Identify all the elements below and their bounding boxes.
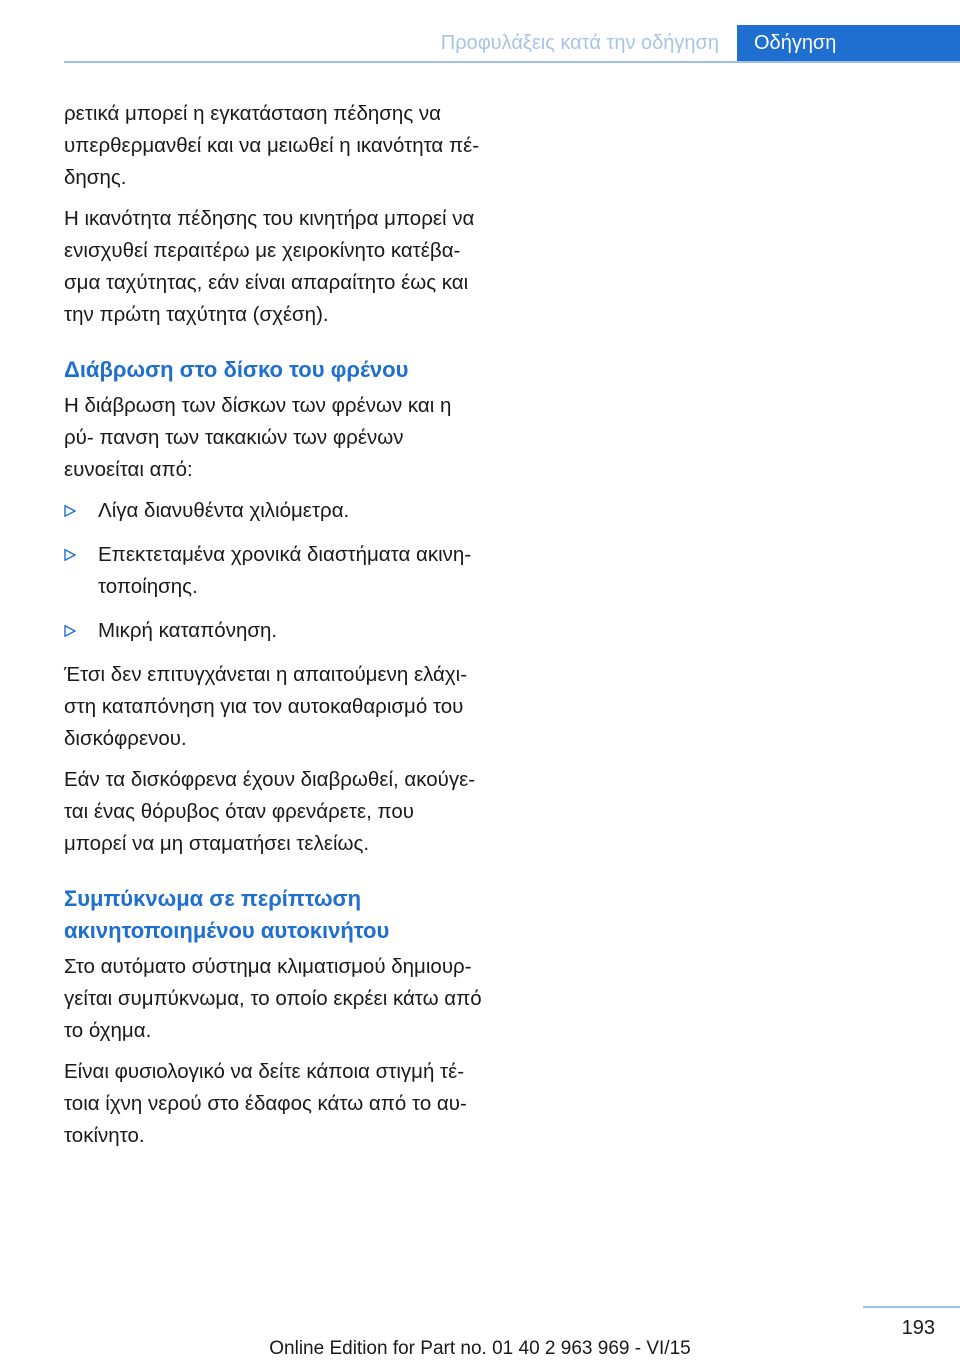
triangle-right-outline-icon	[64, 625, 76, 637]
paragraph: Η ικανότητα πέδησης του κινητήρα μπορεί να ενισχυθεί περαιτέρω με χειροκίνητο κατέβα- σμα ταχύτητας, εάν είναι απαραίτητο έως και την πρώτη ταχύτητα (σχέση).	[64, 207, 475, 326]
paragraph: ρετικά μπορεί η εγκατάσταση πέδησης να υπερθερμανθεί και να μειωθεί η ικανότητα πέ- δησης.	[64, 102, 480, 189]
list-item	[64, 539, 482, 603]
list-item-text: Μικρή καταπόνηση.	[98, 619, 278, 642]
section-heading: Διάβρωση στο δίσκο του φρένου	[64, 357, 409, 382]
list-item	[64, 495, 482, 527]
list-item-text: Επεκτεταμένα χρονικά διαστήματα ακινη- τοποίησης.	[98, 543, 472, 598]
main-content	[64, 98, 482, 1161]
footer-rule	[863, 1306, 960, 1308]
page-number: 193	[901, 1317, 935, 1339]
list-item-text: Λίγα διανυθέντα χιλιόμετρα.	[98, 499, 350, 522]
edition-footer: Online Edition for Part no. 01 40 2 963 969 - VI/15	[269, 1338, 691, 1359]
paragraph: Έτσι δεν επιτυγχάνεται η απαιτούμενη ελάχι- στη καταπόνηση για τον αυτοκαθαρισμό του δισκόφρενου.	[64, 663, 468, 750]
bullet-list	[64, 495, 482, 647]
paragraph: Στο αυτόματο σύστημα κλιματισμού δημιουρ- γείται συμπύκνωμα, το οποίο εκρέει κάτω από το όχημα.	[64, 955, 482, 1042]
paragraph: Εάν τα δισκόφρενα έχουν διαβρωθεί, ακούγε- ται ένας θόρυβος όταν φρενάρετε, που μπορεί να μη σταματήσει τελείως.	[64, 768, 476, 855]
list-item	[64, 615, 482, 647]
paragraph: Είναι φυσιολογικό να δείτε κάποια στιγμή τέ- τοια ίχνη νερού στο έδαφος κάτω από το αυ- τοκίνητο.	[64, 1060, 467, 1147]
header-section-title: Προφυλάξεις κατά την οδήγηση	[440, 32, 719, 54]
paragraph: Η διάβρωση των δίσκων των φρένων και η ρύ- πανση των τακακιών των φρένων ευνοείται από:	[64, 394, 452, 481]
section-heading: Συμπύκνωμα σε περίπτωση ακινητοποιημένου αυτοκινήτου	[64, 886, 390, 943]
page-header	[64, 25, 960, 62]
header-chapter-tab: Οδήγηση	[737, 25, 960, 62]
triangle-right-outline-icon	[64, 505, 76, 517]
header-rule	[64, 61, 960, 63]
triangle-right-outline-icon	[64, 549, 76, 561]
